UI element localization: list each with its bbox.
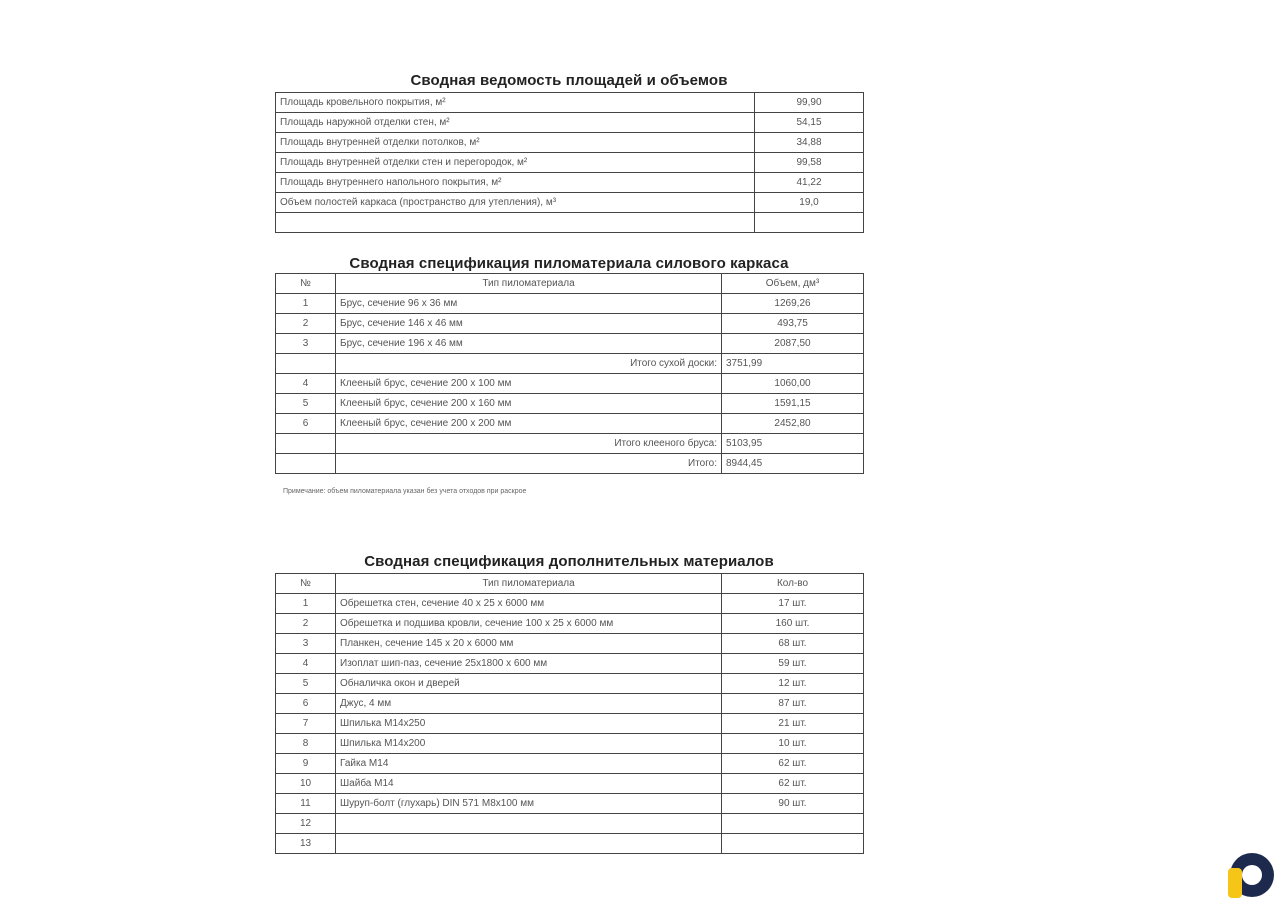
table-row: [276, 774, 864, 794]
extra-type: Гайка М14: [336, 754, 722, 774]
extra-num: 12: [276, 814, 336, 834]
lumber-num: [276, 354, 336, 374]
table-row: [276, 374, 864, 394]
lumber-volume: 5103,95: [722, 434, 864, 454]
area-label: Площадь внутренней отделки потолков, м²: [276, 133, 755, 153]
extra-qty: 62 шт.: [722, 774, 864, 794]
table-row: [276, 694, 864, 714]
area-value: 99,58: [755, 153, 864, 173]
extra-qty: [722, 834, 864, 854]
table-row: [276, 193, 864, 213]
area-label: Площадь внутренней отделки стен и перегородок, м²: [276, 153, 755, 173]
area-value: 19,0: [755, 193, 864, 213]
area-value: [755, 213, 864, 233]
lumber-type: Брус, сечение 196 х 46 мм: [336, 334, 722, 354]
extra-qty: 21 шт.: [722, 714, 864, 734]
extra-type: Планкен, сечение 145 х 20 х 6000 мм: [336, 634, 722, 654]
area-label: Объем полостей каркаса (пространство для утепления), м³: [276, 193, 755, 213]
extra-num: 11: [276, 794, 336, 814]
lumber-table: [275, 273, 864, 474]
area-value: 41,22: [755, 173, 864, 193]
extra-qty: [722, 814, 864, 834]
extra-qty: 10 шт.: [722, 734, 864, 754]
table-row: [276, 314, 864, 334]
lumber-header-num: №: [276, 274, 336, 294]
extra-title: Сводная спецификация дополнительных материалов: [364, 553, 774, 570]
table-row: [276, 153, 864, 173]
extra-num: 8: [276, 734, 336, 754]
area-value: 99,90: [755, 93, 864, 113]
lumber-volume: 1591,15: [722, 394, 864, 414]
lumber-type: Клееный брус, сечение 200 х 100 мм: [336, 374, 722, 394]
extra-qty: 17 шт.: [722, 594, 864, 614]
extra-type: Изоплат шип-паз, сечение 25х1800 х 600 мм: [336, 654, 722, 674]
table-row: [276, 93, 864, 113]
lumber-type: Брус, сечение 96 х 36 мм: [336, 294, 722, 314]
extra-qty: 59 шт.: [722, 654, 864, 674]
lumber-num: 5: [276, 394, 336, 414]
area-value: 34,88: [755, 133, 864, 153]
table-row: [276, 794, 864, 814]
extra-qty: 160 шт.: [722, 614, 864, 634]
extra-num: 6: [276, 694, 336, 714]
extra-qty: 12 шт.: [722, 674, 864, 694]
extra-type: Шпилька М14х200: [336, 734, 722, 754]
lumber-subtotal-label: Итого сухой доски:: [336, 354, 722, 374]
table-row: [276, 734, 864, 754]
table-row: [276, 294, 864, 314]
extra-table: [275, 573, 864, 854]
table-row: [276, 754, 864, 774]
areas-table: [275, 92, 864, 233]
extra-header-qty: Кол-во: [722, 574, 864, 594]
lumber-volume: 1060,00: [722, 374, 864, 394]
table-row: [276, 334, 864, 354]
extra-num: 9: [276, 754, 336, 774]
lumber-volume: 2452,80: [722, 414, 864, 434]
area-label: Площадь внутреннего напольного покрытия, м²: [276, 173, 755, 193]
table-row: [276, 674, 864, 694]
lumber-volume: 8944,45: [722, 454, 864, 474]
extra-num: 4: [276, 654, 336, 674]
table-row: [276, 814, 864, 834]
extra-num: 1: [276, 594, 336, 614]
table-row: [276, 834, 864, 854]
extra-type: [336, 814, 722, 834]
table-row: [276, 354, 864, 374]
extra-num: 10: [276, 774, 336, 794]
table-row: [276, 414, 864, 434]
area-label: Площадь кровельного покрытия, м²: [276, 93, 755, 113]
lumber-volume: 3751,99: [722, 354, 864, 374]
lumber-num: 4: [276, 374, 336, 394]
lumber-type: Клееный брус, сечение 200 х 160 мм: [336, 394, 722, 414]
lumber-volume: 493,75: [722, 314, 864, 334]
lumber-type: Клееный брус, сечение 200 х 200 мм: [336, 414, 722, 434]
extra-qty: 62 шт.: [722, 754, 864, 774]
lumber-title: Сводная спецификация пиломатериала силового каркаса: [349, 255, 789, 272]
extra-qty: 87 шт.: [722, 694, 864, 714]
table-row: [276, 634, 864, 654]
lumber-num: 2: [276, 314, 336, 334]
extra-num: 13: [276, 834, 336, 854]
extra-qty: 68 шт.: [722, 634, 864, 654]
areas-title: Сводная ведомость площадей и объемов: [410, 72, 728, 89]
table-row: [276, 173, 864, 193]
lumber-header-row: [276, 274, 864, 294]
table-row: [276, 394, 864, 414]
extra-type: Шайба М14: [336, 774, 722, 794]
table-row: [276, 113, 864, 133]
extra-type: Шпилька М14х250: [336, 714, 722, 734]
lumber-volume: 1269,26: [722, 294, 864, 314]
table-row: [276, 133, 864, 153]
lumber-subtotal-label: Итого клееного бруса:: [336, 434, 722, 454]
lumber-header-type: Тип пиломатериала: [336, 274, 722, 294]
lumber-num: 3: [276, 334, 336, 354]
extra-header-row: [276, 574, 864, 594]
table-row: [276, 714, 864, 734]
table-row: [276, 434, 864, 454]
area-label: [276, 213, 755, 233]
extra-num: 5: [276, 674, 336, 694]
table-row: [276, 614, 864, 634]
lumber-header-volume: Объем, дм³: [722, 274, 864, 294]
extra-type: Шуруп-болт (глухарь) DIN 571 М8х100 мм: [336, 794, 722, 814]
brand-logo-icon: [1226, 850, 1276, 900]
lumber-num: [276, 454, 336, 474]
table-row: [276, 594, 864, 614]
extra-header-num: №: [276, 574, 336, 594]
extra-num: 3: [276, 634, 336, 654]
lumber-volume: 2087,50: [722, 334, 864, 354]
lumber-num: 6: [276, 414, 336, 434]
lumber-num: 1: [276, 294, 336, 314]
lumber-type: Брус, сечение 146 х 46 мм: [336, 314, 722, 334]
area-label: Площадь наружной отделки стен, м²: [276, 113, 755, 133]
extra-type: Обрешетка и подшива кровли, сечение 100 х 25 х 6000 мм: [336, 614, 722, 634]
extra-num: 2: [276, 614, 336, 634]
extra-num: 7: [276, 714, 336, 734]
extra-type: [336, 834, 722, 854]
extra-qty: 90 шт.: [722, 794, 864, 814]
table-row: [276, 654, 864, 674]
table-row: [276, 213, 864, 233]
extra-type: Обрешетка стен, сечение 40 х 25 х 6000 мм: [336, 594, 722, 614]
extra-type: Джус, 4 мм: [336, 694, 722, 714]
lumber-subtotal-label: Итого:: [336, 454, 722, 474]
lumber-note: Примечание: объем пиломатериала указан без учета отходов при раскрое: [283, 488, 527, 495]
lumber-num: [276, 434, 336, 454]
table-row: [276, 454, 864, 474]
area-value: 54,15: [755, 113, 864, 133]
extra-type: Обналичка окон и дверей: [336, 674, 722, 694]
extra-header-type: Тип пиломатериала: [336, 574, 722, 594]
